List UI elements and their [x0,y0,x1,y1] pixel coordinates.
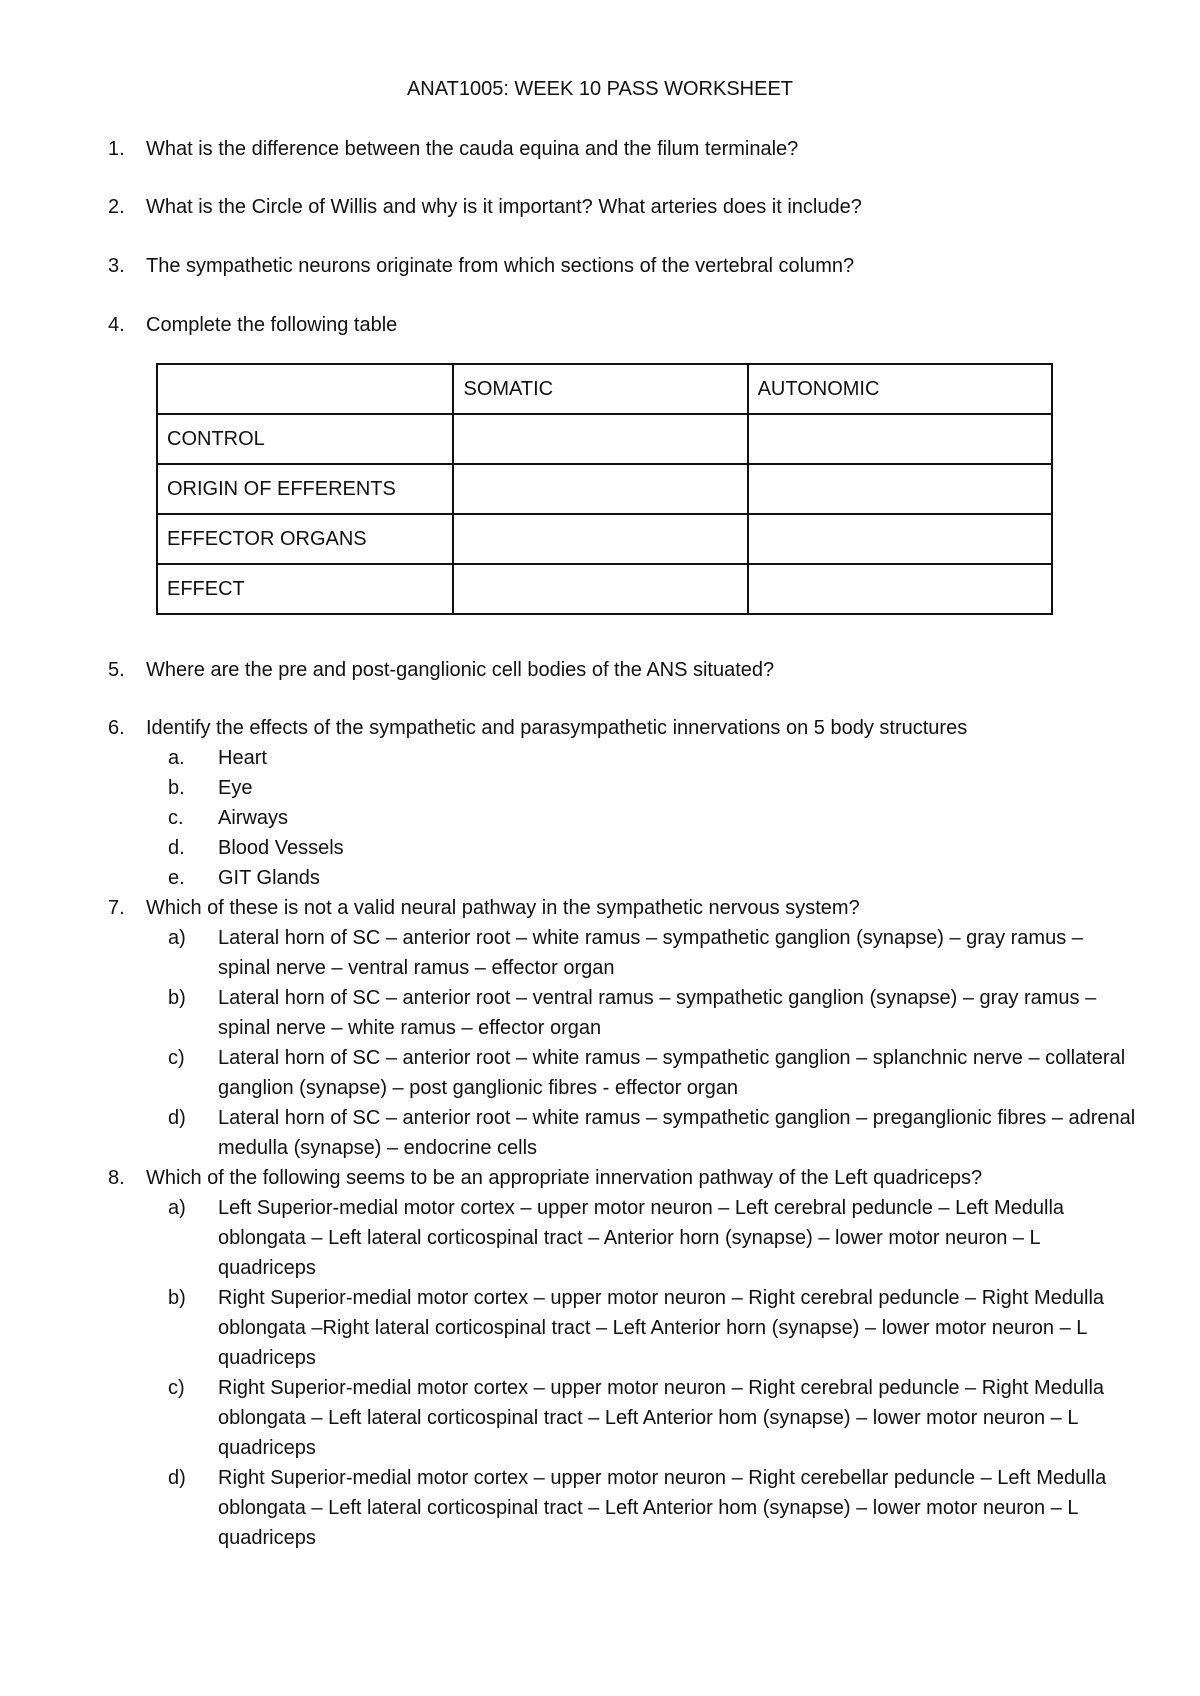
question-text: Where are the pre and post-ganglionic cell bodies of the ANS situated? [146,659,775,681]
question-text: Which of these is not a valid neural pathway in the sympathetic nervous system? [146,897,860,919]
list-item-text: Eye [218,777,253,799]
table-row-label: ORIGIN OF EFFERENTS [157,464,453,514]
table-cell[interactable] [453,564,747,614]
list-item-text: Airways [218,807,289,829]
table-header-cell [157,364,453,414]
list-marker: e. [168,867,185,889]
table-cell[interactable] [748,464,1052,514]
option-text: Lateral horn of SC – anterior root – white ramus – sympathetic ganglion (synapse) – gray ramus – spinal nerve – ventral ramus – effector organ [218,927,1083,979]
option-text: Lateral horn of SC – anterior root – ventral ramus – sympathetic ganglion (synapse) – gray ramus – spinal nerve – white ramus – effector organ [218,987,1097,1039]
option-marker: b) [168,987,186,1009]
question-number: 6. [108,717,125,739]
comparison-table [156,363,1053,615]
option-marker: a) [168,927,186,949]
table-cell[interactable] [748,514,1052,564]
table-header-cell: AUTONOMIC [748,364,1052,414]
page-title: ANAT1005: WEEK 10 PASS WORKSHEET [406,78,794,100]
table-row [157,414,1052,464]
option-marker: a) [168,1197,186,1219]
list-item-text: Heart [218,747,267,769]
question-number: 8. [108,1167,125,1189]
option-text: Right Superior-medial motor cortex – upper motor neuron – Right cerebral peduncle – Right Medulla oblongata – Left lateral corticospinal tract – Left Anterior hom (synapse) – lower motor neuron – L quadriceps [218,1377,1105,1459]
option-text: Lateral horn of SC – anterior root – white ramus – sympathetic ganglion – splanchnic nerve – collateral ganglion (synapse) – post ganglionic fibres - effector organ [218,1047,1126,1099]
question-text: Complete the following table [146,314,398,336]
list-item-text: GIT Glands [218,867,320,889]
question-number: 3. [108,255,125,277]
option-marker: d) [168,1107,186,1129]
question-text: Which of the following seems to be an appropriate innervation pathway of the Left quadriceps? [146,1167,983,1189]
question-number: 1. [108,138,125,160]
list-item-text: Blood Vessels [218,837,344,859]
list-marker: d. [168,837,185,859]
table-cell[interactable] [453,464,747,514]
table-header-cell: SOMATIC [453,364,747,414]
option-marker: b) [168,1287,186,1309]
list-marker: a. [168,747,185,769]
option-marker: d) [168,1467,186,1489]
table-cell[interactable] [748,414,1052,464]
question-number: 5. [108,659,125,681]
table-cell[interactable] [453,514,747,564]
table-row-label: CONTROL [157,414,453,464]
table-header-row [157,364,1052,414]
question-text: Identify the effects of the sympathetic and parasympathetic innervations on 5 body structures [146,717,968,739]
table-row [157,564,1052,614]
question-number: 7. [108,897,125,919]
table-row-label: EFFECT [157,564,453,614]
question-number: 4. [108,314,125,336]
question-text: What is the Circle of Willis and why is it important? What arteries does it include? [146,196,862,218]
question-text: What is the difference between the cauda equina and the filum terminale? [146,138,799,160]
option-text: Right Superior-medial motor cortex – upper motor neuron – Right cerebellar peduncle – Left Medulla oblongata – Left lateral corticospinal tract – Left Anterior hom (synapse) – lower motor neuron – L quadriceps [218,1467,1107,1549]
option-text: Right Superior-medial motor cortex – upper motor neuron – Right cerebral peduncle – Right Medulla oblongata –Right lateral corticospinal tract – Left Anterior horn (synapse) – lower motor neuron – L quadriceps [218,1287,1105,1369]
table-cell[interactable] [453,414,747,464]
list-marker: b. [168,777,185,799]
option-text: Lateral horn of SC – anterior root – white ramus – sympathetic ganglion – preganglionic fibres – adrenal medulla (synapse) – endocrine cells [218,1107,1136,1159]
option-text: Left Superior-medial motor cortex – upper motor neuron – Left cerebral peduncle – Left Medulla oblongata – Left lateral corticospinal tract – Anterior horn (synapse) – lower motor neuron – L quadriceps [218,1197,1065,1279]
table-row-label: EFFECTOR ORGANS [157,514,453,564]
question-number: 2. [108,196,125,218]
list-marker: c. [168,807,184,829]
table-row [157,464,1052,514]
question-text: The sympathetic neurons originate from which sections of the vertebral column? [146,255,855,277]
option-marker: c) [168,1047,185,1069]
table-row [157,514,1052,564]
option-marker: c) [168,1377,185,1399]
table-cell[interactable] [748,564,1052,614]
